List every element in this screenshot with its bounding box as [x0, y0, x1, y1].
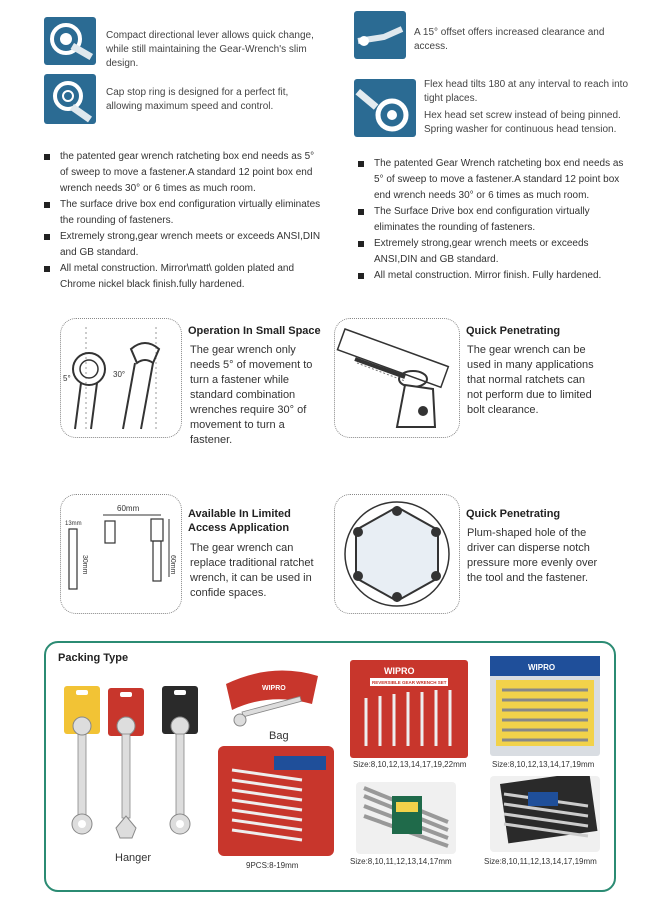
- rack-red-9pcs: [218, 746, 334, 856]
- bolt-clearance-diagram: [334, 318, 460, 438]
- section-body-limited-access: The gear wrench can replace traditional ratchet wrench, it can be used in confide spaces.: [190, 542, 314, 599]
- dim-13-label: 13mm: [65, 521, 82, 527]
- feature-hex-text: Hex head set screw instead of being pinned. Spring washer for continuous head tension.: [424, 110, 621, 135]
- feature-offset-text: A 15° offset offers increased clearance and access.: [414, 27, 605, 52]
- dim-60-horizontal: 60mm: [117, 504, 140, 513]
- dim-30-label: 30mm: [81, 555, 88, 575]
- hanger-caption: Hanger: [115, 852, 152, 864]
- feature-lever-text: Compact directional lever allows quick change, while still maintaining the Gear-Wrench's slim design.: [106, 30, 314, 69]
- ring-icon: [44, 74, 96, 124]
- list-item: All metal construction. Mirror finish. Fully hardened.: [358, 268, 628, 284]
- section-body-quick-penetrating-1: The gear wrench can be used in many applications that normal ratchets can not perform due to limited bolt clearance.: [467, 344, 594, 416]
- list-item: The Surface Drive box end configuration virtually eliminates the rounding of fasteners.: [358, 204, 628, 236]
- right-bullet-list: [358, 156, 628, 284]
- hanger-red: [108, 688, 144, 848]
- board-set-label: REVERSIBLE GEAR WRENCH SET: [372, 680, 447, 685]
- hanger-yellow: [64, 686, 100, 846]
- flex-head-icon: [354, 79, 416, 137]
- bag-caption: Bag: [269, 730, 289, 742]
- bag-brand: WIPRO: [262, 685, 286, 692]
- size-caption-3: Size:8,10,11,12,13,14,17mm: [350, 857, 452, 866]
- plum-hole-diagram: [334, 494, 460, 614]
- angle-5-label: 5°: [63, 374, 71, 383]
- lever-icon: [44, 17, 96, 65]
- packing-title: Packing Type: [58, 652, 129, 664]
- feature-flex-text: Flex head tilts 180 at any interval to reach into tight places.: [424, 79, 629, 104]
- dim-60-vertical: 60mm: [169, 555, 176, 575]
- feature-ring-text: Cap stop ring is designed for a perfect fit, allowing maximum speed and control.: [106, 87, 289, 112]
- blue-board-brand: WIPRO: [528, 663, 556, 672]
- size-caption-2: Size:8,10,12,13,14,17,19mm: [492, 760, 595, 769]
- section-body-small-space: The gear wrench only needs 5° of movement to turn a fastener while standard combination wrenches require 30° of movement to turn a fastener.: [190, 344, 313, 446]
- list-item: Extremely strong,gear wrench meets or exceeds ANSI,DIN and GB standard.: [358, 236, 628, 268]
- size-caption-1: Size:8,10,12,13,14,17,19,22mm: [353, 760, 467, 769]
- blue-set-board: [490, 656, 600, 756]
- left-bullet-list: [44, 149, 324, 293]
- section-title-small-space: Operation In Small Space: [188, 325, 321, 337]
- bag-image: [222, 664, 322, 734]
- board-brand: WIPRO: [384, 666, 415, 676]
- small-space-diagram: [60, 318, 182, 438]
- size-caption-4: Size:8,10,11,12,13,14,17,19mm: [484, 857, 597, 866]
- pcs-caption: 9PCS:8-19mm: [246, 861, 299, 870]
- red-set-board: [350, 660, 468, 758]
- section-body-quick-penetrating-2: Plum-shaped hole of the driver can disperse notch pressure more evenly over the tool and the fastener.: [467, 527, 598, 584]
- list-item: All metal construction. Mirror\matt\ golden plated and Chrome nickel black finish.fully hardened.: [44, 261, 324, 293]
- list-item: Extremely strong,gear wrench meets or exceeds ANSI,DIN and GB standard.: [44, 229, 324, 261]
- hanger-black: [162, 686, 198, 846]
- section-title-quick-penetrating-1: Quick Penetrating: [466, 325, 561, 337]
- list-item: the patented gear wrench ratcheting box end needs as 5° of sweep to move a fastener.A standard 12 point box end wrench needs 30° or 6 times as much room.: [44, 149, 324, 197]
- angle-30-label: 30°: [113, 370, 126, 379]
- limited-access-diagram: [60, 494, 182, 614]
- list-item: The patented Gear Wrench ratcheting box end needs as 5° of sweep to move a fastener.A standard 12 point box end wrench needs 30° or 6 times as much room.: [358, 156, 628, 204]
- section-title-limited-access: Available In Limited Access Application: [188, 508, 291, 534]
- black-pouch-set: [490, 776, 600, 852]
- section-title-quick-penetrating-2: Quick Penetrating: [466, 508, 561, 520]
- list-item: The surface drive box end configuration virtually eliminates the rounding of fasteners.: [44, 197, 324, 229]
- offset-icon: [354, 11, 406, 59]
- green-pouch-set: [356, 782, 456, 854]
